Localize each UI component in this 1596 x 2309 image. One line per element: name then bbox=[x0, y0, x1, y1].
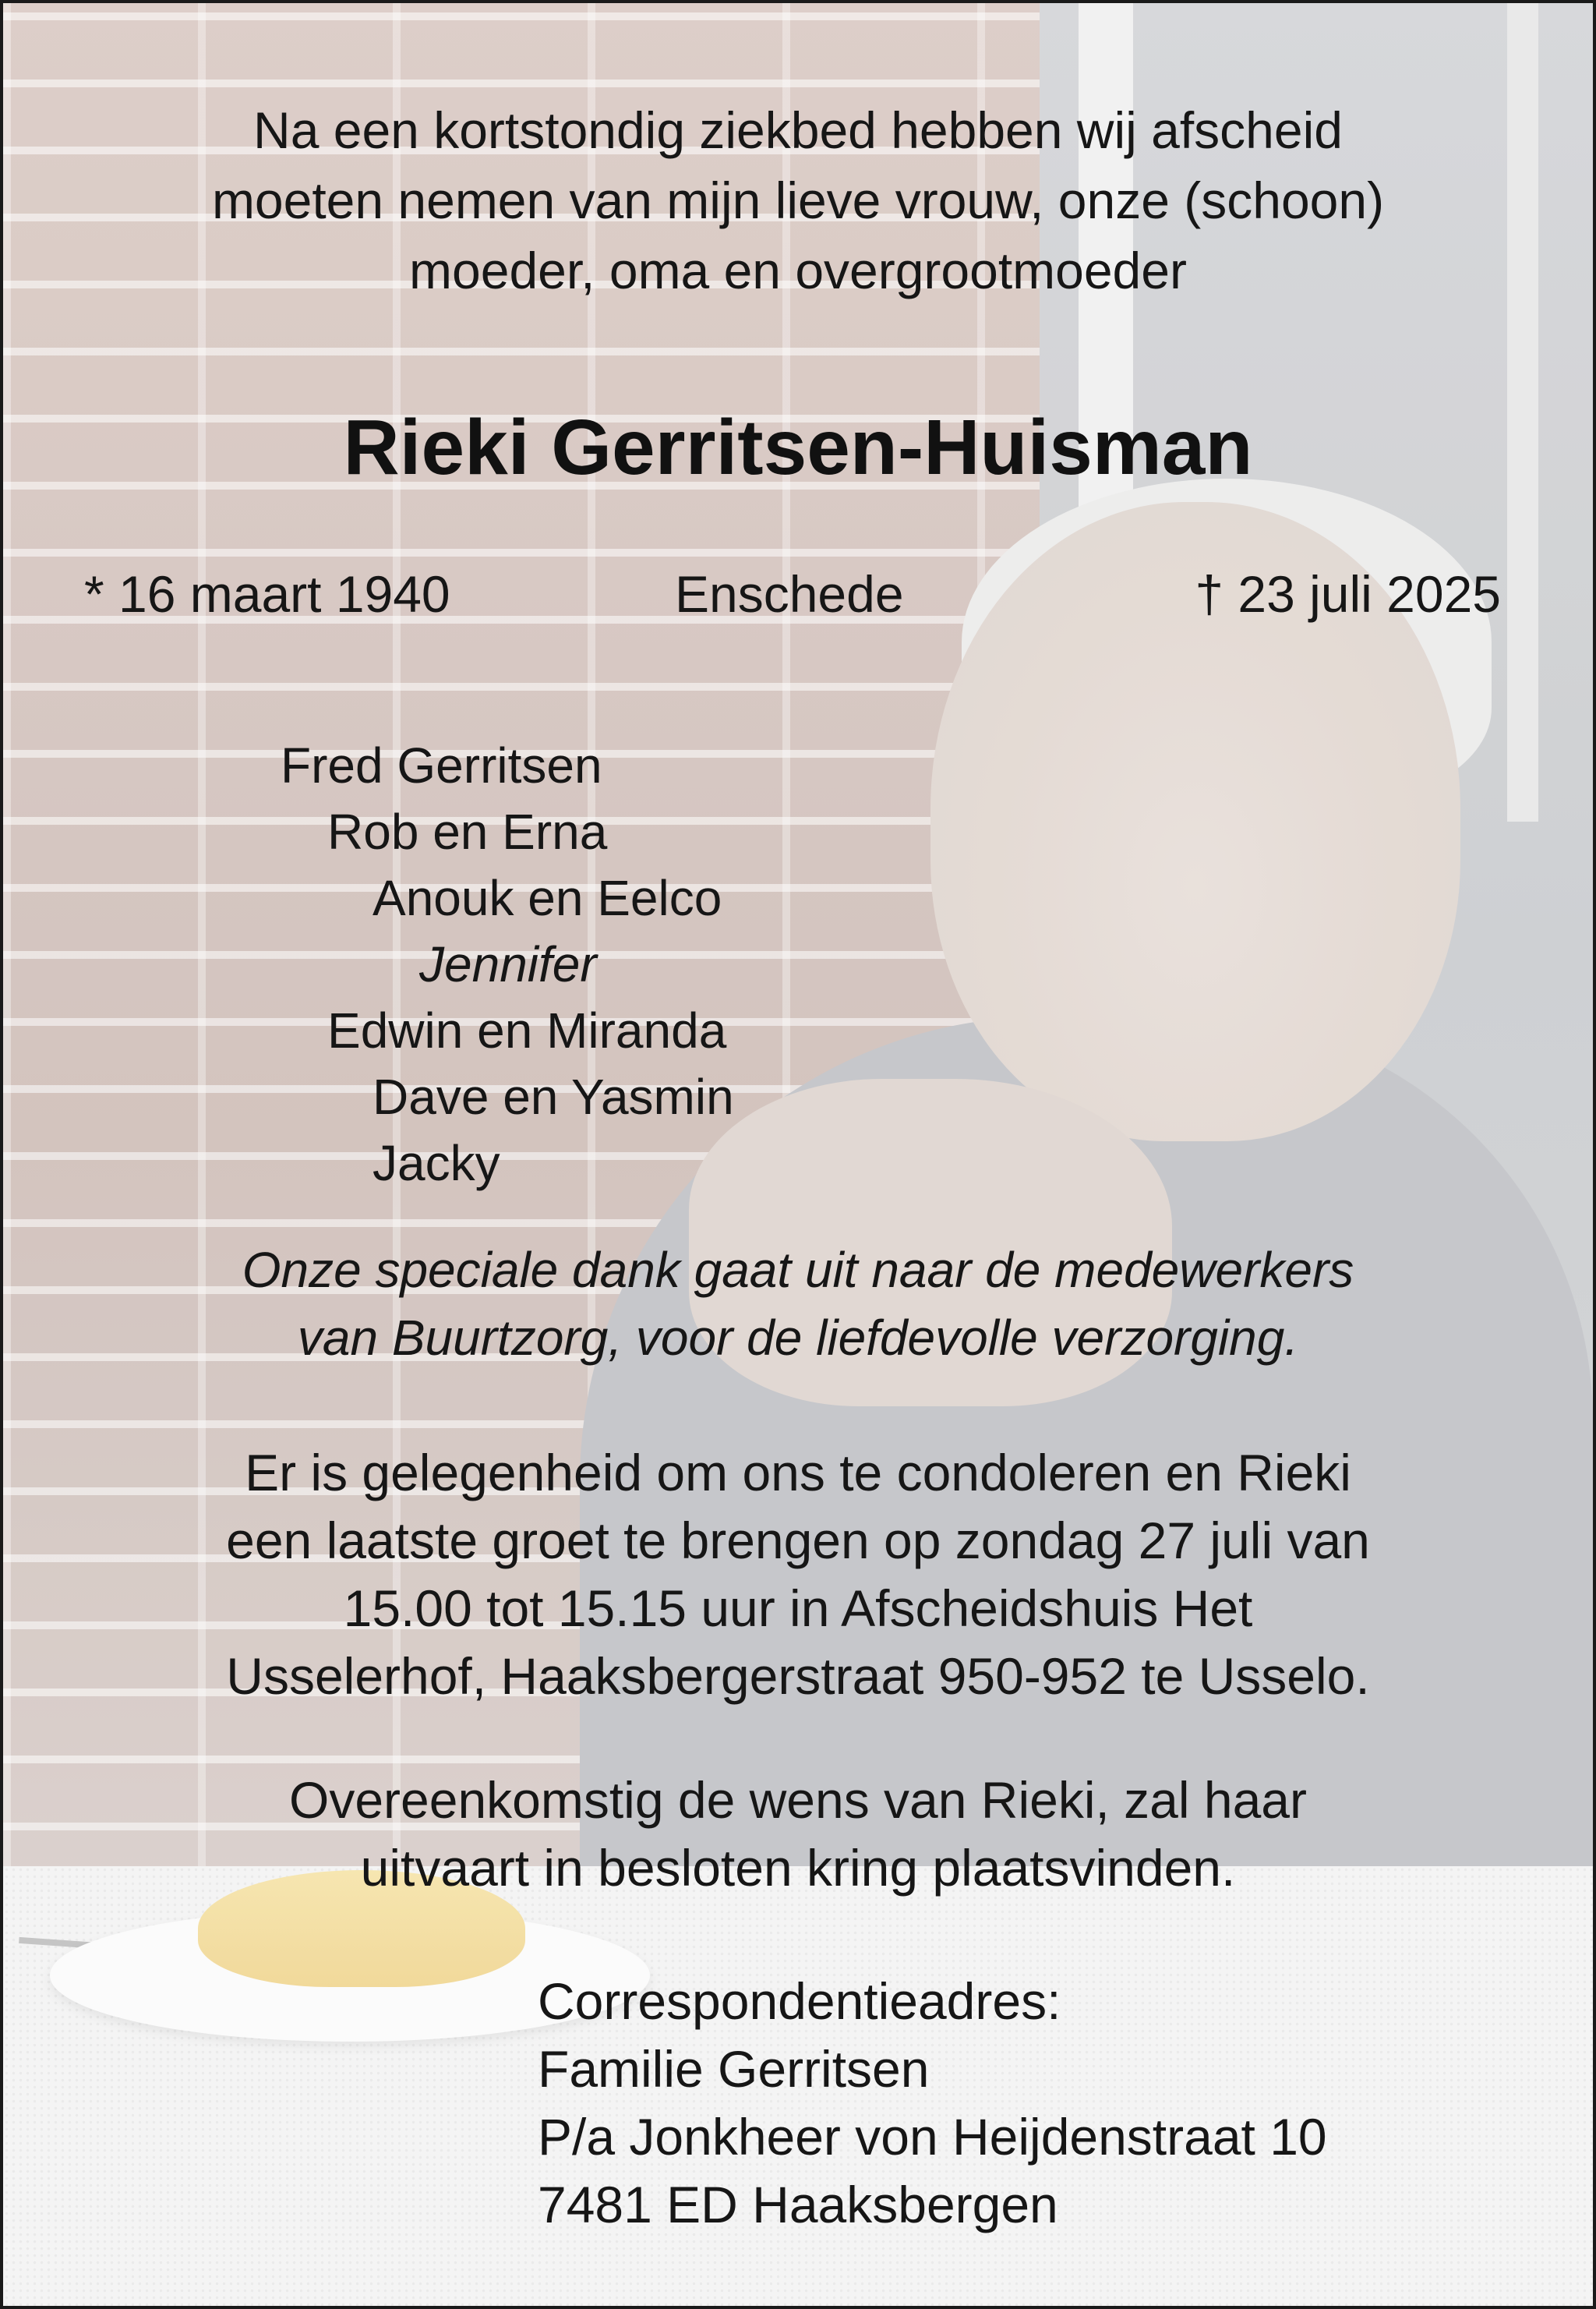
family-member: Rob en Erna bbox=[327, 804, 608, 860]
thanks-line: Onze speciale dank gaat uit naar de medewerkers bbox=[242, 1242, 1354, 1298]
wish-line: Overeenkomstig de wens van Rieki, zal haar bbox=[289, 1771, 1307, 1829]
condolence-line: Er is gelegenheid om ons te condoleren en Rieki bbox=[245, 1444, 1351, 1501]
deceased-name: Rieki Gerritsen-Huisman bbox=[343, 404, 1253, 491]
intro-text bbox=[3, 95, 1593, 306]
photo-fade-overlay bbox=[3, 3, 1593, 2306]
intro-line: moeten nemen van mijn lieve vrouw, onze (schoon) bbox=[211, 171, 1385, 229]
condolence-line: een laatste groet te brengen op zondag 27 juli van bbox=[226, 1512, 1370, 1569]
birth-date: * 16 maart 1940 bbox=[84, 565, 450, 623]
family-member: Jacky bbox=[373, 1135, 500, 1191]
thanks-line: van Buurtzorg, voor de liefdevolle verzorging. bbox=[297, 1310, 1299, 1366]
background-photo bbox=[3, 3, 1593, 2306]
funeral-wish-text bbox=[3, 1766, 1593, 1902]
death-date: † 23 juli 2025 bbox=[1195, 565, 1501, 623]
place-name: Enschede bbox=[675, 565, 904, 623]
family-member: Anouk en Eelco bbox=[373, 870, 722, 926]
family-member: Jennifer bbox=[419, 936, 597, 992]
condolence-line: 15.00 tot 15.15 uur in Afscheidshuis Het bbox=[343, 1579, 1253, 1637]
correspondence-name: Familie Gerritsen bbox=[538, 2040, 930, 2098]
thanks-text bbox=[3, 1236, 1593, 1372]
correspondence-label: Correspondentieadres: bbox=[538, 1972, 1061, 2030]
wish-line: uitvaart in besloten kring plaatsvinden. bbox=[360, 1839, 1236, 1897]
condolence-text bbox=[3, 1439, 1593, 1710]
intro-line: moeder, oma en overgrootmoeder bbox=[409, 242, 1187, 299]
family-member: Edwin en Miranda bbox=[327, 1002, 727, 1059]
family-member: Fred Gerritsen bbox=[281, 737, 602, 794]
intro-line: Na een kortstondig ziekbed hebben wij afscheid bbox=[253, 101, 1343, 159]
correspondence-city: 7481 ED Haaksbergen bbox=[538, 2176, 1058, 2233]
family-member: Dave en Yasmin bbox=[373, 1069, 734, 1125]
correspondence-street: P/a Jonkheer von Heijdenstraat 10 bbox=[538, 2108, 1327, 2166]
condolence-line: Usselerhof, Haaksbergerstraat 950-952 te Usselo. bbox=[226, 1647, 1370, 1705]
